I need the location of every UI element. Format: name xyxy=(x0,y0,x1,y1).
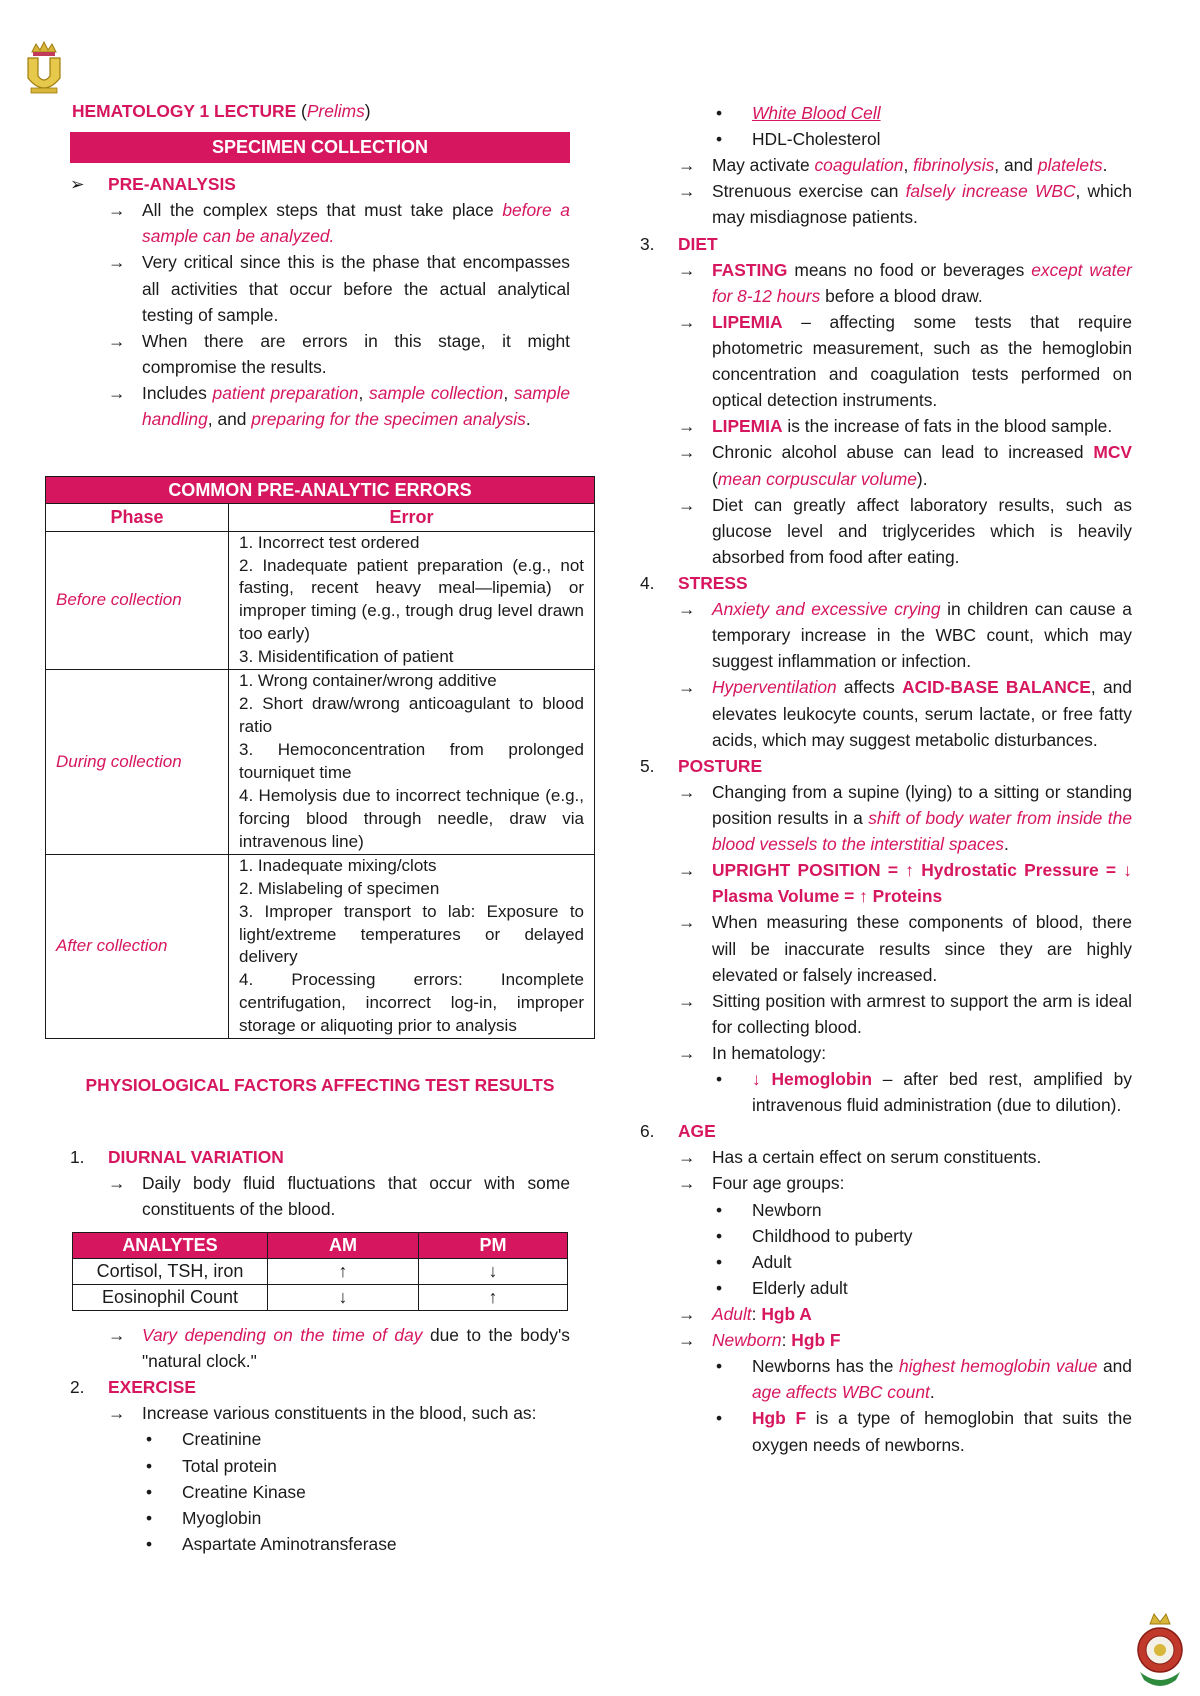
emph-text: Adult xyxy=(712,1304,752,1325)
bullet-icon: • xyxy=(146,1455,153,1476)
list-item xyxy=(70,1322,570,1374)
error-item: 2. Short draw/wrong anticoagulant to blood ratio xyxy=(239,694,584,737)
list-item xyxy=(640,309,1132,413)
list-item xyxy=(70,328,570,380)
list-item xyxy=(70,1453,570,1479)
bullet-icon: • xyxy=(716,1225,723,1246)
diurnal-section xyxy=(70,1144,570,1222)
bold-text: Hgb A xyxy=(761,1304,812,1325)
section-heading: DIET xyxy=(678,233,718,254)
list-item xyxy=(640,178,1132,230)
emph-text: White Blood Cell xyxy=(752,103,881,123)
emph-text: highest hemoglobin value xyxy=(898,1356,1098,1377)
college-seal-icon xyxy=(1128,1610,1192,1690)
emph-text: except water for 8-12 hours xyxy=(712,259,1132,306)
arrow-icon: → xyxy=(678,1042,696,1063)
error-cell xyxy=(229,854,595,1039)
up-arrow-icon: ↑ xyxy=(419,1285,568,1311)
list-item xyxy=(640,492,1132,570)
list-item: → Chronic alcohol abuse can lead to increased MCV (mean corpuscular volume). xyxy=(640,439,1132,491)
list-item xyxy=(640,1223,1132,1249)
column-header-analytes: ANALYTES xyxy=(73,1233,268,1259)
list-item xyxy=(640,1275,1132,1301)
text: Four age groups: xyxy=(712,1173,845,1194)
pre-analytic-errors-table xyxy=(45,476,595,1039)
list-item xyxy=(640,1197,1132,1223)
text: due to the body's "natural clock." xyxy=(142,1325,570,1372)
list-item xyxy=(640,1249,1132,1275)
arrow-icon: → xyxy=(678,1147,696,1168)
text: Aspartate Aminotransferase xyxy=(182,1533,397,1554)
section-number: 1. xyxy=(70,1147,85,1167)
text: , and elevates leukocyte counts, serum lactate, or free fatty acids, which may suggest metabolic disturbances. xyxy=(712,677,1132,750)
text: affects xyxy=(843,677,895,698)
text: Daily body fluid fluctuations that occur with some constituents of the blood. xyxy=(142,1173,570,1220)
phase-cell: After collection xyxy=(46,854,229,1039)
emph-text: falsely increase WBC xyxy=(905,181,1076,202)
error-item: 3. Hemoconcentration from prolonged tourniquet time xyxy=(239,740,584,782)
text: In hematology: xyxy=(712,1042,827,1063)
table-row xyxy=(73,1285,568,1311)
text: Newborns has the xyxy=(752,1356,894,1377)
text: , which may misdiagnose patients. xyxy=(712,181,1132,228)
text: When measuring these components of blood, there will be inaccurate results since they are highly elevated or falsely increased. xyxy=(712,912,1132,985)
table-cell: Cortisol, TSH, iron xyxy=(73,1259,268,1285)
exercise-section xyxy=(70,1322,570,1557)
bullet-icon: • xyxy=(146,1429,153,1450)
down-arrow-icon: ↓ xyxy=(268,1285,419,1311)
text: Sitting position with armrest to support the arm is ideal for collecting blood. xyxy=(712,990,1132,1037)
table-cell: Eosinophil Count xyxy=(73,1285,268,1311)
phase-cell: During collection xyxy=(46,670,229,855)
list-item xyxy=(640,857,1132,909)
list-item: → Newborn: Hgb F xyxy=(640,1327,1132,1353)
list-item xyxy=(640,1170,1132,1196)
list-item xyxy=(70,1400,570,1426)
bold-text: = ↑ Hydrostatic Pressure = ↓ Plasma Volume = ↑ Proteins xyxy=(712,860,1132,907)
list-item xyxy=(640,674,1132,752)
list-item xyxy=(640,988,1132,1040)
emph-text: Anxiety and excessive crying xyxy=(712,599,941,620)
section-number: 6. xyxy=(640,1121,655,1142)
pre-analysis-section xyxy=(70,171,570,432)
arrow-icon: → xyxy=(108,382,126,403)
text: Creatine Kinase xyxy=(182,1481,306,1502)
arrow-icon: → xyxy=(678,860,696,881)
page-title: HEMATOLOGY 1 LECTURE (Prelims) xyxy=(72,101,371,121)
arrow-icon: → xyxy=(678,416,696,437)
arrow-icon: → xyxy=(678,442,696,463)
arrow-icon: → xyxy=(678,1330,696,1351)
emph-text: age affects WBC count xyxy=(752,1382,930,1403)
arrow-icon: → xyxy=(678,259,696,280)
bullet-icon: • xyxy=(716,103,723,123)
error-item: 4. Processing errors: Incomplete centrifugation, incorrect log-in, improper storage or aliquoting prior to analysis xyxy=(239,970,584,1036)
emph-text: Vary depending on the time of day xyxy=(142,1325,423,1345)
text: Increase various constituents in the blood, such as: xyxy=(142,1403,537,1424)
error-item: 1. Inadequate mixing/clots xyxy=(239,855,437,875)
error-item: 1. Wrong container/wrong additive xyxy=(239,671,497,691)
error-item: 2. Mislabeling of specimen xyxy=(239,878,440,898)
list-item: • Newborns has the highest hemoglobin value and age affects WBC count. xyxy=(640,1353,1132,1405)
list-item: → Includes patient preparation, sample collection, sample handling, and preparing for the specimen analysis. xyxy=(70,380,570,432)
text: before a blood draw. xyxy=(825,285,983,306)
bold-text: UPRIGHT POSITION xyxy=(712,860,881,881)
list-item: → Changing from a supine (lying) to a sitting or standing position results in a shift of body water from inside the blood vessels to the interstitial spaces. xyxy=(640,779,1132,857)
list-item xyxy=(70,249,570,327)
error-cell xyxy=(229,531,595,670)
bold-text: Hgb F xyxy=(791,1330,841,1351)
emph-text: platelets xyxy=(1037,155,1103,176)
table-row xyxy=(46,670,595,855)
text: Has a certain effect on serum constituents. xyxy=(712,1147,1042,1168)
list-item xyxy=(70,1479,570,1505)
arrowhead-bullet-icon: ➢ xyxy=(70,174,85,195)
arrow-icon: → xyxy=(108,252,126,273)
text: Newborn xyxy=(752,1199,822,1220)
text: HDL-Cholesterol xyxy=(752,129,881,150)
text: – after bed rest, amplified by intravenous fluid administration (due to dilution). xyxy=(752,1069,1132,1116)
text: Changing from a supine (lying) to a sitting or standing position results in a xyxy=(712,781,1132,828)
list-item xyxy=(640,1144,1132,1170)
section-number: 2. xyxy=(70,1377,85,1398)
error-cell xyxy=(229,670,595,855)
column-header-error: Error xyxy=(229,504,595,531)
section-number: 3. xyxy=(640,233,655,254)
arrow-icon: → xyxy=(678,494,696,515)
arrow-icon: → xyxy=(678,912,696,933)
section-heading: EXERCISE xyxy=(108,1377,196,1398)
error-item: 2. Inadequate patient preparation (e.g., not fasting, recent heavy meal—lipemia) or improper timing (e.g., trough drug level drawn too early) xyxy=(239,555,584,644)
text: Includes xyxy=(142,382,207,403)
emph-text: mean corpuscular volume xyxy=(717,468,917,489)
text: Elderly adult xyxy=(752,1277,848,1298)
list-item xyxy=(640,909,1132,987)
section-heading: DIURNAL VARIATION xyxy=(108,1147,284,1167)
title-text: HEMATOLOGY 1 LECTURE xyxy=(72,101,297,121)
text: is the increase of fats in the blood sample. xyxy=(787,416,1113,437)
arrow-icon: → xyxy=(108,1325,126,1345)
list-item xyxy=(70,197,570,249)
phase-cell: Before collection xyxy=(46,531,229,670)
text: , and xyxy=(994,155,1033,176)
arrow-icon: → xyxy=(678,599,696,620)
emph-text: fibrinolysis xyxy=(913,155,995,176)
emph-text: Hyperventilation xyxy=(712,677,837,698)
arrow-icon: → xyxy=(678,1173,696,1194)
text: Adult xyxy=(752,1251,792,1272)
arrow-icon: → xyxy=(678,311,696,332)
arrow-icon: → xyxy=(108,1173,126,1194)
bullet-icon: • xyxy=(716,1356,723,1377)
text: is a type of hemoglobin that suits the oxygen needs of newborns. xyxy=(752,1408,1132,1455)
error-item: 4. Hemolysis due to incorrect technique (e.g., forcing blood through needle, draw via intravenous line) xyxy=(239,785,584,851)
list-item xyxy=(640,1040,1132,1066)
column-header-pm: PM xyxy=(419,1233,568,1259)
text: All the complex steps that must take place xyxy=(142,200,494,221)
bold-text: ↓ Hemoglobin xyxy=(752,1069,872,1090)
list-item xyxy=(640,1405,1132,1457)
section-heading: AGE xyxy=(678,1121,716,1142)
text: Myoglobin xyxy=(182,1507,262,1528)
bullet-icon: • xyxy=(716,1199,723,1220)
section-banner: SPECIMEN COLLECTION xyxy=(70,132,570,163)
text: means no food or beverages xyxy=(794,259,1025,280)
text: Chronic alcohol abuse can lead to increased xyxy=(712,442,1084,463)
bold-text: Hgb F xyxy=(752,1408,807,1429)
bold-text: MCV xyxy=(1093,442,1132,463)
emph-text: sample collection xyxy=(369,382,504,403)
error-item: 3. Misidentification of patient xyxy=(239,647,454,667)
bold-text: LIPEMIA xyxy=(712,311,783,332)
emph-text: before a sample can be analyzed. xyxy=(142,200,570,247)
section-heading: STRESS xyxy=(678,572,748,593)
up-arrow-icon: ↑ xyxy=(268,1259,419,1285)
table-row xyxy=(73,1259,568,1285)
error-item: 3. Improper transport to lab: Exposure to light/extreme temperatures or delayed delivery xyxy=(239,901,584,967)
list-item xyxy=(70,1505,570,1531)
text: and xyxy=(217,409,247,430)
list-item: → May activate coagulation, fibrinolysis, and platelets. xyxy=(640,152,1132,178)
list-item xyxy=(640,257,1132,309)
table-row xyxy=(46,854,595,1039)
list-item xyxy=(640,126,1132,152)
text: When there are errors in this stage, it might compromise the results. xyxy=(142,330,570,377)
bullet-icon: • xyxy=(716,1408,723,1429)
section-number: 4. xyxy=(640,572,655,593)
arrow-icon: → xyxy=(678,990,696,1011)
list-item: → Adult: Hgb A xyxy=(640,1301,1132,1327)
text: Creatinine xyxy=(182,1429,262,1450)
down-arrow-icon: ↓ xyxy=(419,1259,568,1285)
bullet-icon: • xyxy=(146,1507,153,1528)
list-item xyxy=(640,100,1132,126)
emph-text: preparing for the specimen analysis xyxy=(251,409,526,430)
text: Strenuous exercise can xyxy=(712,181,899,202)
arrow-icon: → xyxy=(678,181,696,202)
physiological-factors-heading: PHYSIOLOGICAL FACTORS AFFECTING TEST RESULTS xyxy=(85,1075,555,1095)
university-crest-icon xyxy=(22,40,66,96)
subtitle-text: Prelims xyxy=(306,101,365,121)
bold-text: LIPEMIA xyxy=(712,416,783,437)
text: Diet can greatly affect laboratory results, such as glucose level and triglycerides which is heavily absorbed from food after eating. xyxy=(712,494,1132,567)
arrow-icon: → xyxy=(678,781,696,802)
bullet-icon: • xyxy=(146,1533,153,1554)
left-column xyxy=(70,98,570,432)
error-item: 1. Incorrect test ordered xyxy=(239,532,420,552)
arrow-icon: → xyxy=(108,200,126,221)
bullet-icon: • xyxy=(716,1069,723,1090)
right-column xyxy=(640,100,1132,1458)
arrow-icon: → xyxy=(108,1403,126,1424)
text: Childhood to puberty xyxy=(752,1225,913,1246)
bold-text: ACID-BASE BALANCE xyxy=(902,677,1091,698)
table-title: COMMON PRE-ANALYTIC ERRORS xyxy=(46,477,595,504)
list-item xyxy=(640,1066,1132,1118)
list-item xyxy=(70,1170,570,1222)
column-header-phase: Phase xyxy=(46,504,229,531)
text: in children can cause a temporary increase in the WBC count, which may suggest inflammation or infection. xyxy=(712,599,1132,672)
list-item xyxy=(640,596,1132,674)
arrow-icon: → xyxy=(678,677,696,698)
text: and xyxy=(1102,1356,1132,1377)
section-number: 5. xyxy=(640,755,655,776)
bullet-icon: • xyxy=(716,1251,723,1272)
bold-text: FASTING xyxy=(712,259,788,280)
text: – affecting some tests that require photometric measurement, such as the hemoglobin concentration and coagulation tests performed on optical detection instruments. xyxy=(712,311,1132,411)
emph-text: patient preparation xyxy=(212,382,359,403)
section-heading: POSTURE xyxy=(678,755,763,776)
list-item xyxy=(70,1531,570,1557)
emph-text: coagulation xyxy=(814,155,904,176)
column-header-am: AM xyxy=(268,1233,419,1259)
arrow-icon: → xyxy=(678,1304,696,1325)
list-item xyxy=(640,413,1132,439)
arrow-icon: → xyxy=(108,330,126,351)
pre-analysis-heading: PRE-ANALYSIS xyxy=(108,174,236,195)
bullet-icon: • xyxy=(716,129,723,150)
emph-text: sample handling xyxy=(142,382,570,430)
text: Total protein xyxy=(182,1455,277,1476)
arrow-icon: → xyxy=(678,155,696,176)
bullet-icon: • xyxy=(146,1481,153,1502)
text: May activate xyxy=(712,155,810,176)
list-item xyxy=(70,1426,570,1452)
emph-text: Newborn xyxy=(712,1330,782,1351)
table-row xyxy=(46,531,595,670)
diurnal-analytes-table xyxy=(72,1232,568,1311)
text: Very critical since this is the phase that encompasses all activities that occur before the actual analytical testing of sample. xyxy=(142,252,570,325)
emph-text: shift of body water from inside the blood vessels to the interstitial spaces xyxy=(712,807,1132,855)
bullet-icon: • xyxy=(716,1277,723,1298)
